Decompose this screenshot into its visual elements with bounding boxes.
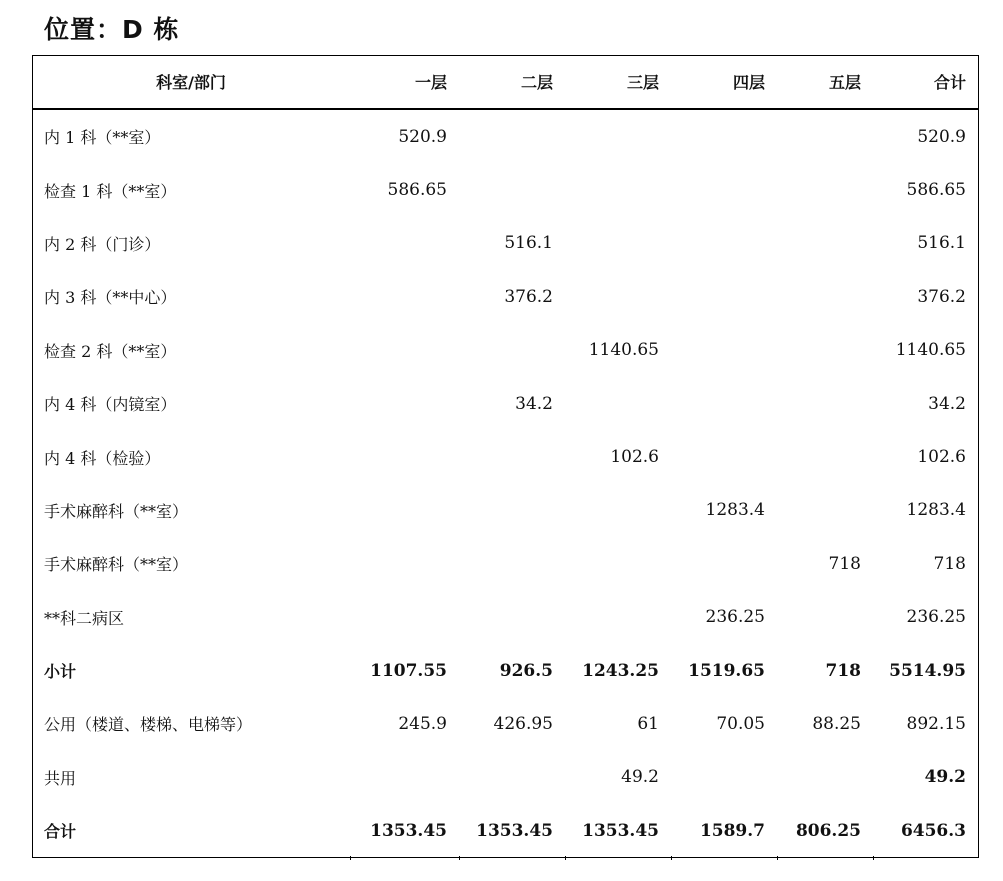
table-row: [32, 217, 978, 270]
floor-1-cell: 586.65: [387, 180, 447, 201]
area-table: [32, 55, 978, 858]
header-total: 合计: [873, 55, 978, 109]
floor-1-cell: [350, 217, 459, 270]
header-row: [32, 55, 978, 109]
header-floor-4: 四层: [671, 55, 777, 109]
column-tick: [565, 856, 566, 860]
floor-5-cell: 806.25: [777, 804, 873, 858]
total-row: [32, 804, 978, 858]
floor-1-cell: [350, 751, 459, 804]
floor-3-cell: 102.6: [610, 447, 659, 468]
floor-5-cell: 88.25: [812, 713, 861, 734]
floor-1-cell: [350, 591, 459, 644]
row-total-cell: 520.9: [917, 126, 966, 147]
floor-5-cell: [777, 109, 873, 163]
shared-row: [32, 751, 978, 804]
department-cell: 内 1 科（**室）: [44, 128, 161, 148]
table-row: [32, 324, 978, 377]
header-floor-1: 一层: [350, 55, 459, 109]
floor-2-cell: 926.5: [499, 660, 553, 681]
department-cell: 检查 1 科（**室）: [44, 181, 177, 201]
department-cell: 小计: [44, 662, 77, 682]
floor-4-cell: [671, 537, 777, 590]
floor-2-cell: [459, 751, 565, 804]
department-cell: 手术麻醉科（**室）: [44, 501, 189, 521]
floor-4-cell: [671, 377, 777, 430]
header-floor-5: 五层: [777, 55, 873, 109]
floor-5-cell: [777, 324, 873, 377]
column-tick: [459, 856, 460, 860]
floor-5-cell: [777, 163, 873, 216]
column-tick: [671, 856, 672, 860]
department-cell: 内 4 科（内镜室）: [44, 395, 177, 415]
floor-4-cell: 1589.7: [671, 804, 777, 858]
public-row: [32, 697, 978, 750]
floor-5-cell: 718: [828, 553, 861, 574]
header-floor-3: 三层: [565, 55, 671, 109]
floor-5-cell: [777, 377, 873, 430]
floor-1-cell: 1353.45: [350, 804, 459, 858]
department-cell: 共用: [44, 768, 77, 788]
row-total-cell: 1283.4: [906, 500, 966, 521]
department-cell: 手术麻醉科（**室）: [44, 555, 189, 575]
row-total-cell: 1140.65: [895, 340, 966, 361]
floor-1-cell: 520.9: [398, 126, 447, 147]
floor-2-cell: 34.2: [515, 393, 553, 414]
floor-4-cell: [671, 109, 777, 163]
floor-3-cell: [565, 109, 671, 163]
floor-2-cell: 426.95: [493, 713, 553, 734]
table-row: [32, 537, 978, 590]
department-cell: 检查 2 科（**室）: [44, 341, 177, 361]
row-total-cell: 516.1: [917, 233, 966, 254]
floor-2-cell: 516.1: [504, 233, 553, 254]
floor-2-cell: [459, 163, 565, 216]
floor-3-cell: 49.2: [621, 767, 659, 788]
row-total-cell: 49.2: [924, 767, 966, 788]
table-row: [32, 377, 978, 430]
floor-5-cell: [777, 484, 873, 537]
floor-5-cell: [777, 270, 873, 323]
floor-2-cell: [459, 324, 565, 377]
floor-3-cell: [565, 377, 671, 430]
floor-4-cell: 1283.4: [705, 500, 765, 521]
floor-4-cell: [671, 324, 777, 377]
row-total-cell: 6456.3: [873, 804, 978, 858]
header-department: 科室/部门: [32, 55, 350, 109]
floor-2-cell: 376.2: [504, 286, 553, 307]
floor-4-cell: [671, 217, 777, 270]
table-row: [32, 484, 978, 537]
department-cell: 内 2 科（门诊）: [44, 234, 161, 254]
floor-1-cell: 1107.55: [370, 660, 447, 681]
floor-5-cell: [777, 430, 873, 483]
floor-1-cell: [350, 484, 459, 537]
table-row: [32, 591, 978, 644]
floor-4-cell: 1519.65: [688, 660, 765, 681]
header-floor-2: 二层: [459, 55, 565, 109]
department-cell: 公用（楼道、楼梯、电梯等）: [44, 715, 253, 735]
floor-1-cell: [350, 430, 459, 483]
floor-3-cell: 1243.25: [582, 660, 659, 681]
floor-4-cell: [671, 163, 777, 216]
floor-3-cell: [565, 270, 671, 323]
floor-1-cell: [350, 377, 459, 430]
row-total-cell: 102.6: [917, 447, 966, 468]
floor-4-cell: [671, 430, 777, 483]
floor-3-cell: 1353.45: [565, 804, 671, 858]
column-tick: [350, 856, 351, 860]
floor-3-cell: [565, 217, 671, 270]
floor-5-cell: [777, 591, 873, 644]
row-total-cell: 586.65: [906, 180, 966, 201]
floor-4-cell: 236.25: [705, 607, 765, 628]
floor-2-cell: [459, 591, 565, 644]
column-tick: [873, 856, 874, 860]
column-tick: [777, 856, 778, 860]
department-cell: 内 4 科（检验）: [44, 448, 161, 468]
floor-5-cell: 718: [825, 660, 861, 681]
floor-1-cell: [350, 537, 459, 590]
floor-1-cell: [350, 270, 459, 323]
floor-1-cell: 245.9: [398, 713, 447, 734]
floor-4-cell: 70.05: [716, 713, 765, 734]
floor-3-cell: [565, 537, 671, 590]
floor-2-cell: 1353.45: [459, 804, 565, 858]
floor-2-cell: [459, 109, 565, 163]
floor-3-cell: 1140.65: [588, 340, 659, 361]
row-total-cell: 376.2: [917, 286, 966, 307]
row-total-cell: 236.25: [906, 607, 966, 628]
page-title: 位置：D 栋: [44, 15, 180, 44]
floor-4-cell: [671, 270, 777, 323]
row-total-cell: 5514.95: [889, 660, 966, 681]
table-row: [32, 430, 978, 483]
department-cell: **科二病区: [44, 608, 125, 628]
floor-3-cell: [565, 163, 671, 216]
floor-1-cell: [350, 324, 459, 377]
floor-3-cell: 61: [637, 713, 659, 734]
department-cell: 合计: [32, 804, 350, 858]
floor-4-cell: [671, 751, 777, 804]
row-total-cell: 718: [933, 553, 966, 574]
row-total-cell: 892.15: [906, 713, 966, 734]
floor-3-cell: [565, 591, 671, 644]
floor-2-cell: [459, 537, 565, 590]
floor-2-cell: [459, 484, 565, 537]
row-total-cell: 34.2: [928, 393, 966, 414]
table-row: [32, 109, 978, 163]
table-row: [32, 270, 978, 323]
table-row: [32, 163, 978, 216]
department-cell: 内 3 科（**中心）: [44, 288, 177, 308]
subtotal-row: [32, 644, 978, 697]
floor-5-cell: [777, 217, 873, 270]
floor-2-cell: [459, 430, 565, 483]
floor-3-cell: [565, 484, 671, 537]
floor-5-cell: [777, 751, 873, 804]
